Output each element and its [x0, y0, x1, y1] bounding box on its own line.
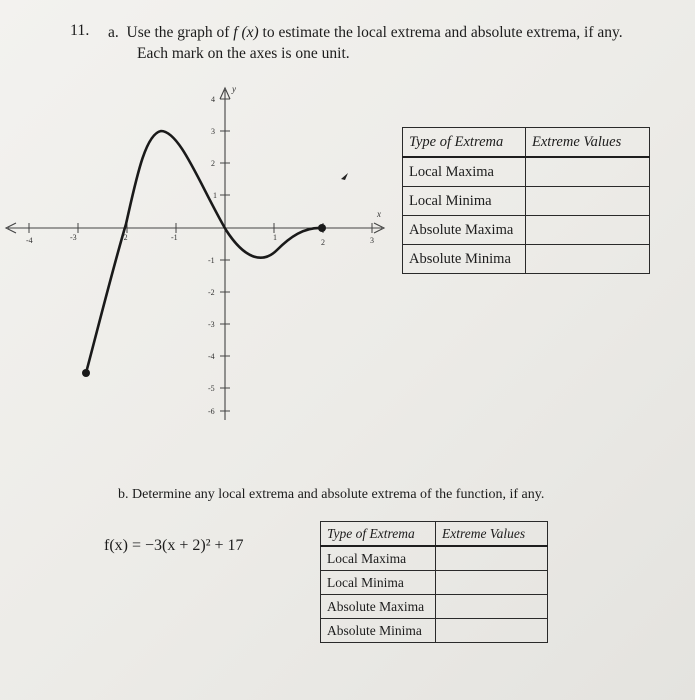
- x-tick-label: -1: [171, 233, 178, 242]
- table-row: [321, 595, 548, 619]
- column-header-values: Extreme Values: [436, 522, 548, 547]
- extrema-type-cell: Local Minima: [321, 571, 436, 595]
- extreme-value-cell[interactable]: [526, 245, 650, 274]
- extrema-type-cell: Absolute Minima: [403, 245, 526, 274]
- table-row: [403, 245, 650, 274]
- y-tick-label: -1: [208, 256, 215, 265]
- table-row: [321, 571, 548, 595]
- table-row: [321, 619, 548, 643]
- extrema-table-b: [320, 521, 548, 643]
- column-header-type: Type of Extrema: [321, 522, 436, 547]
- extrema-type-cell: Absolute Minima: [321, 619, 436, 643]
- x-tick-label: 1: [273, 233, 277, 242]
- table-row: [403, 187, 650, 216]
- part-a-text-after: to estimate the local extrema and absolute extrema, if any.: [262, 24, 623, 41]
- extreme-value-cell[interactable]: [436, 546, 548, 571]
- y-tick-label: -4: [208, 352, 215, 361]
- x-axis-label: x: [377, 209, 381, 219]
- extrema-type-cell: Local Maxima: [403, 157, 526, 187]
- function-curve: [86, 131, 322, 373]
- x-tick-label: -3: [70, 233, 77, 242]
- y-axis-label: y: [232, 84, 236, 94]
- extreme-value-cell[interactable]: [526, 157, 650, 187]
- function-graph: [0, 0, 400, 430]
- extreme-value-cell[interactable]: [436, 595, 548, 619]
- y-tick-label: 1: [213, 191, 217, 200]
- part-a-function: f (x): [233, 24, 259, 41]
- table-row: [403, 157, 650, 187]
- x-tick-label: -4: [26, 236, 33, 245]
- y-tick-labels: [208, 95, 217, 416]
- x-tick-label: 3: [370, 236, 374, 245]
- x-tick-label: 2: [321, 238, 325, 247]
- question-number: 11.: [70, 22, 90, 39]
- extrema-type-cell: Absolute Maxima: [321, 595, 436, 619]
- extrema-type-cell: Local Maxima: [321, 546, 436, 571]
- extreme-value-cell[interactable]: [436, 619, 548, 643]
- extrema-table-a: [402, 127, 650, 274]
- extrema-type-cell: Absolute Maxima: [403, 216, 526, 245]
- y-tick-label: 2: [211, 159, 215, 168]
- part-a-label: a.: [108, 24, 119, 41]
- left-endpoint-dot: [82, 369, 90, 377]
- y-tick-label: -2: [208, 288, 215, 297]
- extrema-type-cell: Local Minima: [403, 187, 526, 216]
- extreme-value-cell[interactable]: [526, 187, 650, 216]
- y-tick-label: -5: [208, 384, 215, 393]
- y-tick-label: 4: [211, 95, 215, 104]
- right-endpoint-dot: [318, 224, 326, 232]
- y-tick-label: -3: [208, 320, 215, 329]
- part-b-prompt: b. Determine any local extrema and absolute extrema of the function, if any.: [118, 487, 545, 502]
- part-a-unit-note: Each mark on the axes is one unit.: [137, 45, 350, 62]
- extreme-value-cell[interactable]: [526, 216, 650, 245]
- extreme-value-cell[interactable]: [436, 571, 548, 595]
- y-tick-label: 3: [211, 127, 215, 136]
- table-header-row: [321, 522, 548, 547]
- x-tick-labels: [26, 233, 374, 247]
- table-header-row: [403, 128, 650, 158]
- cursor-arrow-icon: [341, 173, 348, 180]
- table-row: [403, 216, 650, 245]
- column-header-type: Type of Extrema: [403, 128, 526, 158]
- y-tick-label: -6: [208, 407, 215, 416]
- column-header-values: Extreme Values: [526, 128, 650, 158]
- x-tick-label: -2: [121, 233, 128, 242]
- function-formula: f(x) = −3(x + 2)² + 17: [104, 537, 244, 554]
- table-row: [321, 546, 548, 571]
- part-a-text-before: Use the graph of: [126, 24, 230, 41]
